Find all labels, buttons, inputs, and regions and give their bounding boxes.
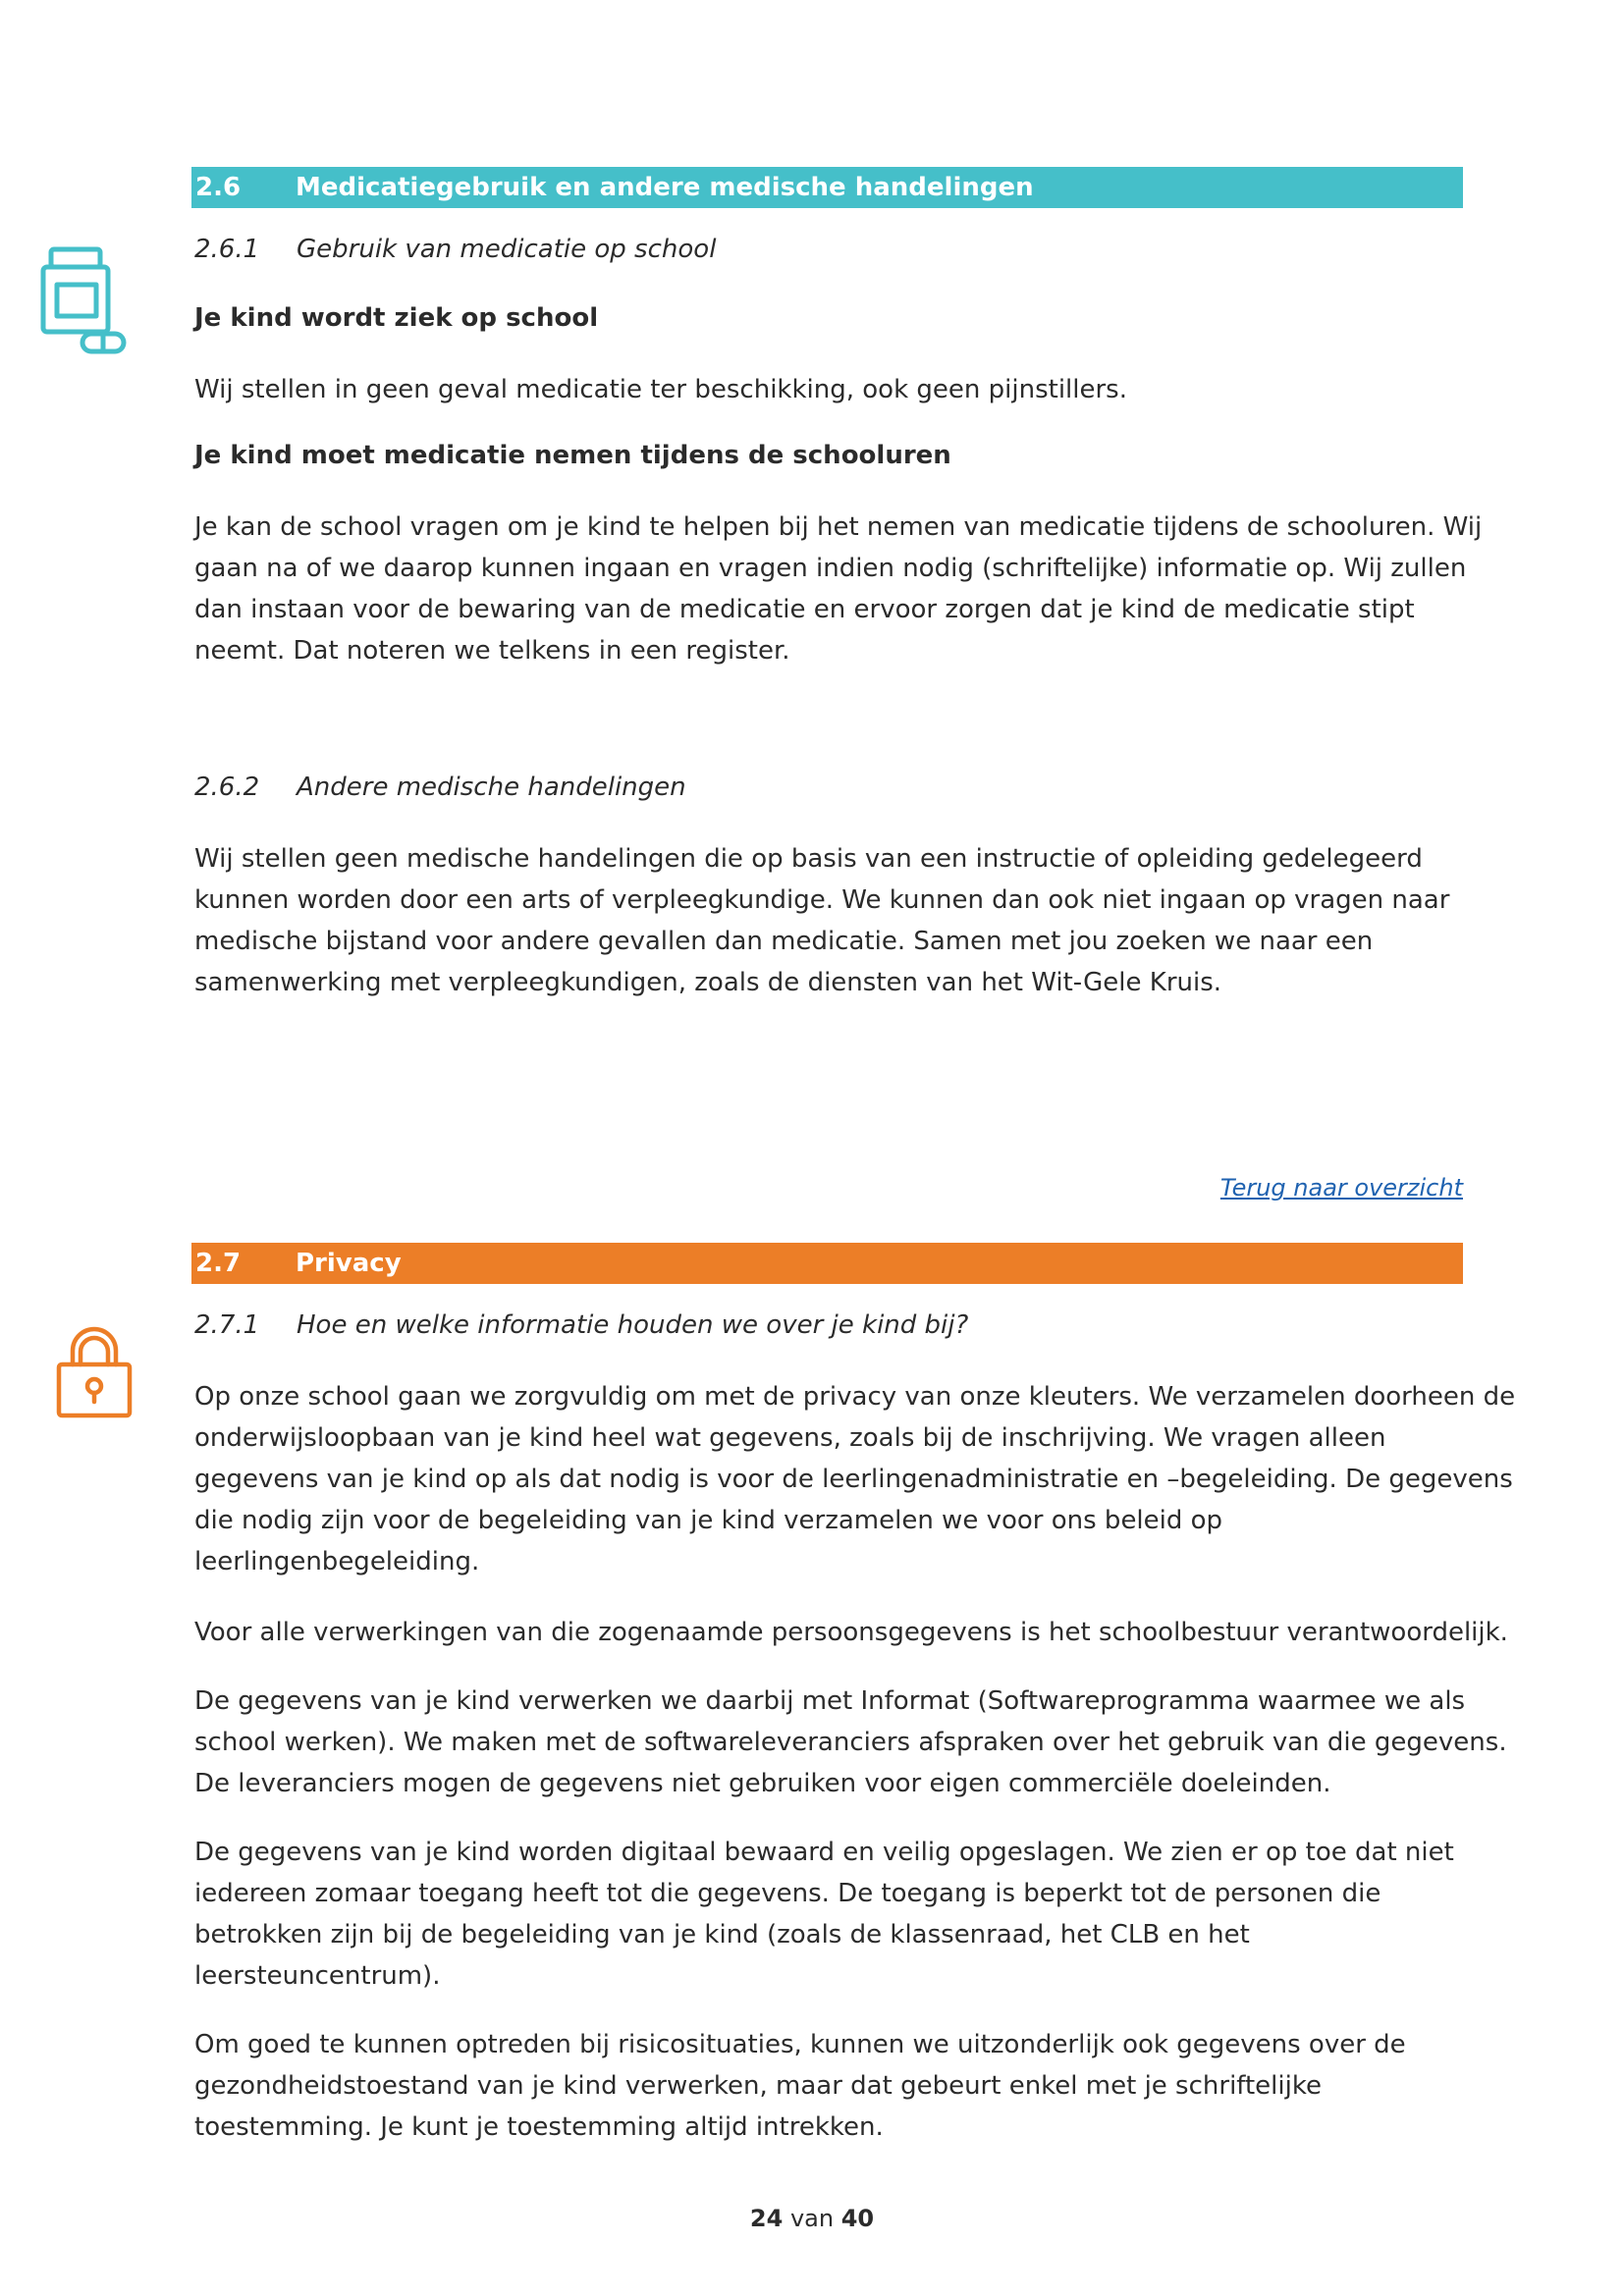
text-line: leerlingenbegeleiding. [194, 1547, 480, 1576]
page-separator: van [789, 2205, 835, 2232]
text-line: onderwijsloopbaan van je kind heel wat gegevens, zoals bij de inschrijving. We vragen alleen [194, 1423, 1386, 1453]
text-line: Om goed te kunnen optreden bij risicosituaties, kunnen we uitzonderlijk ook gegevens over de [194, 2030, 1406, 2059]
text-line: Op onze school gaan we zorgvuldig om met de privacy van onze kleuters. We verzamelen doorheen de [194, 1382, 1516, 1412]
text-line: die nodig zijn voor de begeleiding van je kind verzamelen we voor ons beleid op [194, 1506, 1223, 1535]
text-line: school werken). We maken met de softwareleveranciers afspraken over het gebruik van die gegevens. [194, 1728, 1507, 1757]
text-line: gegevens van je kind op als dat nodig is voor de leerlingenadministratie en –begeleiding. De gegevens [194, 1465, 1513, 1494]
text-line: kunnen worden door een arts of verpleegkundige. We kunnen dan ook niet ingaan op vragen naar [194, 885, 1450, 915]
subsection-number: 2.6.2 [194, 773, 260, 802]
paragraph-sick [194, 369, 1471, 410]
page-number [0, 2205, 1624, 2232]
paragraph-privacy-3 [194, 1681, 1507, 1804]
text-line: gezondheidstoestand van je kind verwerken, maar dat gebeurt enkel met je schriftelijke [194, 2071, 1322, 2101]
text-line: toestemming. Je kunt je toestemming altijd intrekken. [194, 2112, 884, 2142]
paragraph-other-medical [194, 838, 1471, 1003]
text-line: samenwerking met verpleegkundigen, zoals de diensten van het Wit-Gele Kruis. [194, 968, 1222, 997]
text-line: dan instaan voor de bewaring van de medicatie en ervoor zorgen dat je kind de medicatie stipt [194, 595, 1415, 624]
section-number: 2.7 [195, 1249, 242, 1278]
text-line: medische bijstand voor andere gevallen dan medicatie. Samen met jou zoeken we naar een [194, 927, 1374, 956]
heading-medication: Je kind moet medicatie nemen tijdens de schooluren [194, 441, 951, 470]
section-number: 2.6 [195, 173, 242, 202]
subsection-number: 2.6.1 [194, 235, 260, 264]
current-page: 24 [749, 2205, 784, 2232]
text-line: De gegevens van je kind worden digitaal bewaard en veilig opgeslagen. We zien er op toe dat niet [194, 1838, 1454, 1867]
subsection-title: Andere medische handelingen [297, 773, 686, 802]
paragraph-privacy-4 [194, 1832, 1471, 1997]
section-title: Medicatiegebruik en andere medische handelingen [296, 173, 1034, 202]
text-line: Voor alle verwerkingen van die zogenaamde persoonsgegevens is het schoolbestuur verantwoordelijk. [194, 1618, 1508, 1647]
section-header-2-7 [191, 1243, 1463, 1284]
text-line: De gegevens van je kind verwerken we daarbij met Informat (Softwareprogramma waarmee we als [194, 1686, 1466, 1716]
text-line: De leveranciers mogen de gegevens niet gebruiken voor eigen commerciële doeleinden. [194, 1769, 1331, 1798]
text-line: iedereen zomaar toegang heeft tot die gegevens. De toegang is beperkt tot de personen die [194, 1879, 1381, 1908]
text-line: Wij stellen in geen geval medicatie ter beschikking, ook geen pijnstillers. [194, 375, 1127, 404]
subsection-title: Hoe en welke informatie houden we over je kind bij? [297, 1310, 969, 1340]
paragraph-privacy-2 [194, 1612, 1508, 1653]
text-line: neemt. Dat noteren we telkens in een register. [194, 636, 790, 666]
total-pages: 40 [840, 2205, 875, 2232]
subsection-number: 2.7.1 [194, 1310, 260, 1340]
text-line: gaan na of we daarop kunnen ingaan en vragen indien nodig (schriftelijke) informatie op. Wij zullen [194, 554, 1467, 583]
subsection-title: Gebruik van medicatie op school [297, 235, 717, 264]
medicine-bottle-icon [39, 245, 130, 357]
heading-sick: Je kind wordt ziek op school [194, 303, 599, 333]
text-line: betrokken zijn bij de begeleiding van je kind (zoals de klassenraad, het CLB en het [194, 1920, 1250, 1949]
paragraph-privacy-5 [194, 2024, 1471, 2148]
paragraph-privacy-1 [194, 1376, 1516, 1582]
section-header-2-6 [191, 167, 1463, 208]
text-line: Wij stellen geen medische handelingen die op basis van een instructie of opleiding gedelegeerd [194, 844, 1423, 874]
paragraph-medication [194, 507, 1483, 671]
section-title: Privacy [296, 1249, 402, 1278]
padlock-icon [55, 1325, 134, 1421]
text-line: Je kan de school vragen om je kind te helpen bij het nemen van medicatie tijdens de schooluren. Wij [194, 512, 1483, 542]
text-line: leersteuncentrum). [194, 1961, 441, 1991]
back-to-overview-link[interactable]: Terug naar overzicht [1219, 1174, 1463, 1201]
